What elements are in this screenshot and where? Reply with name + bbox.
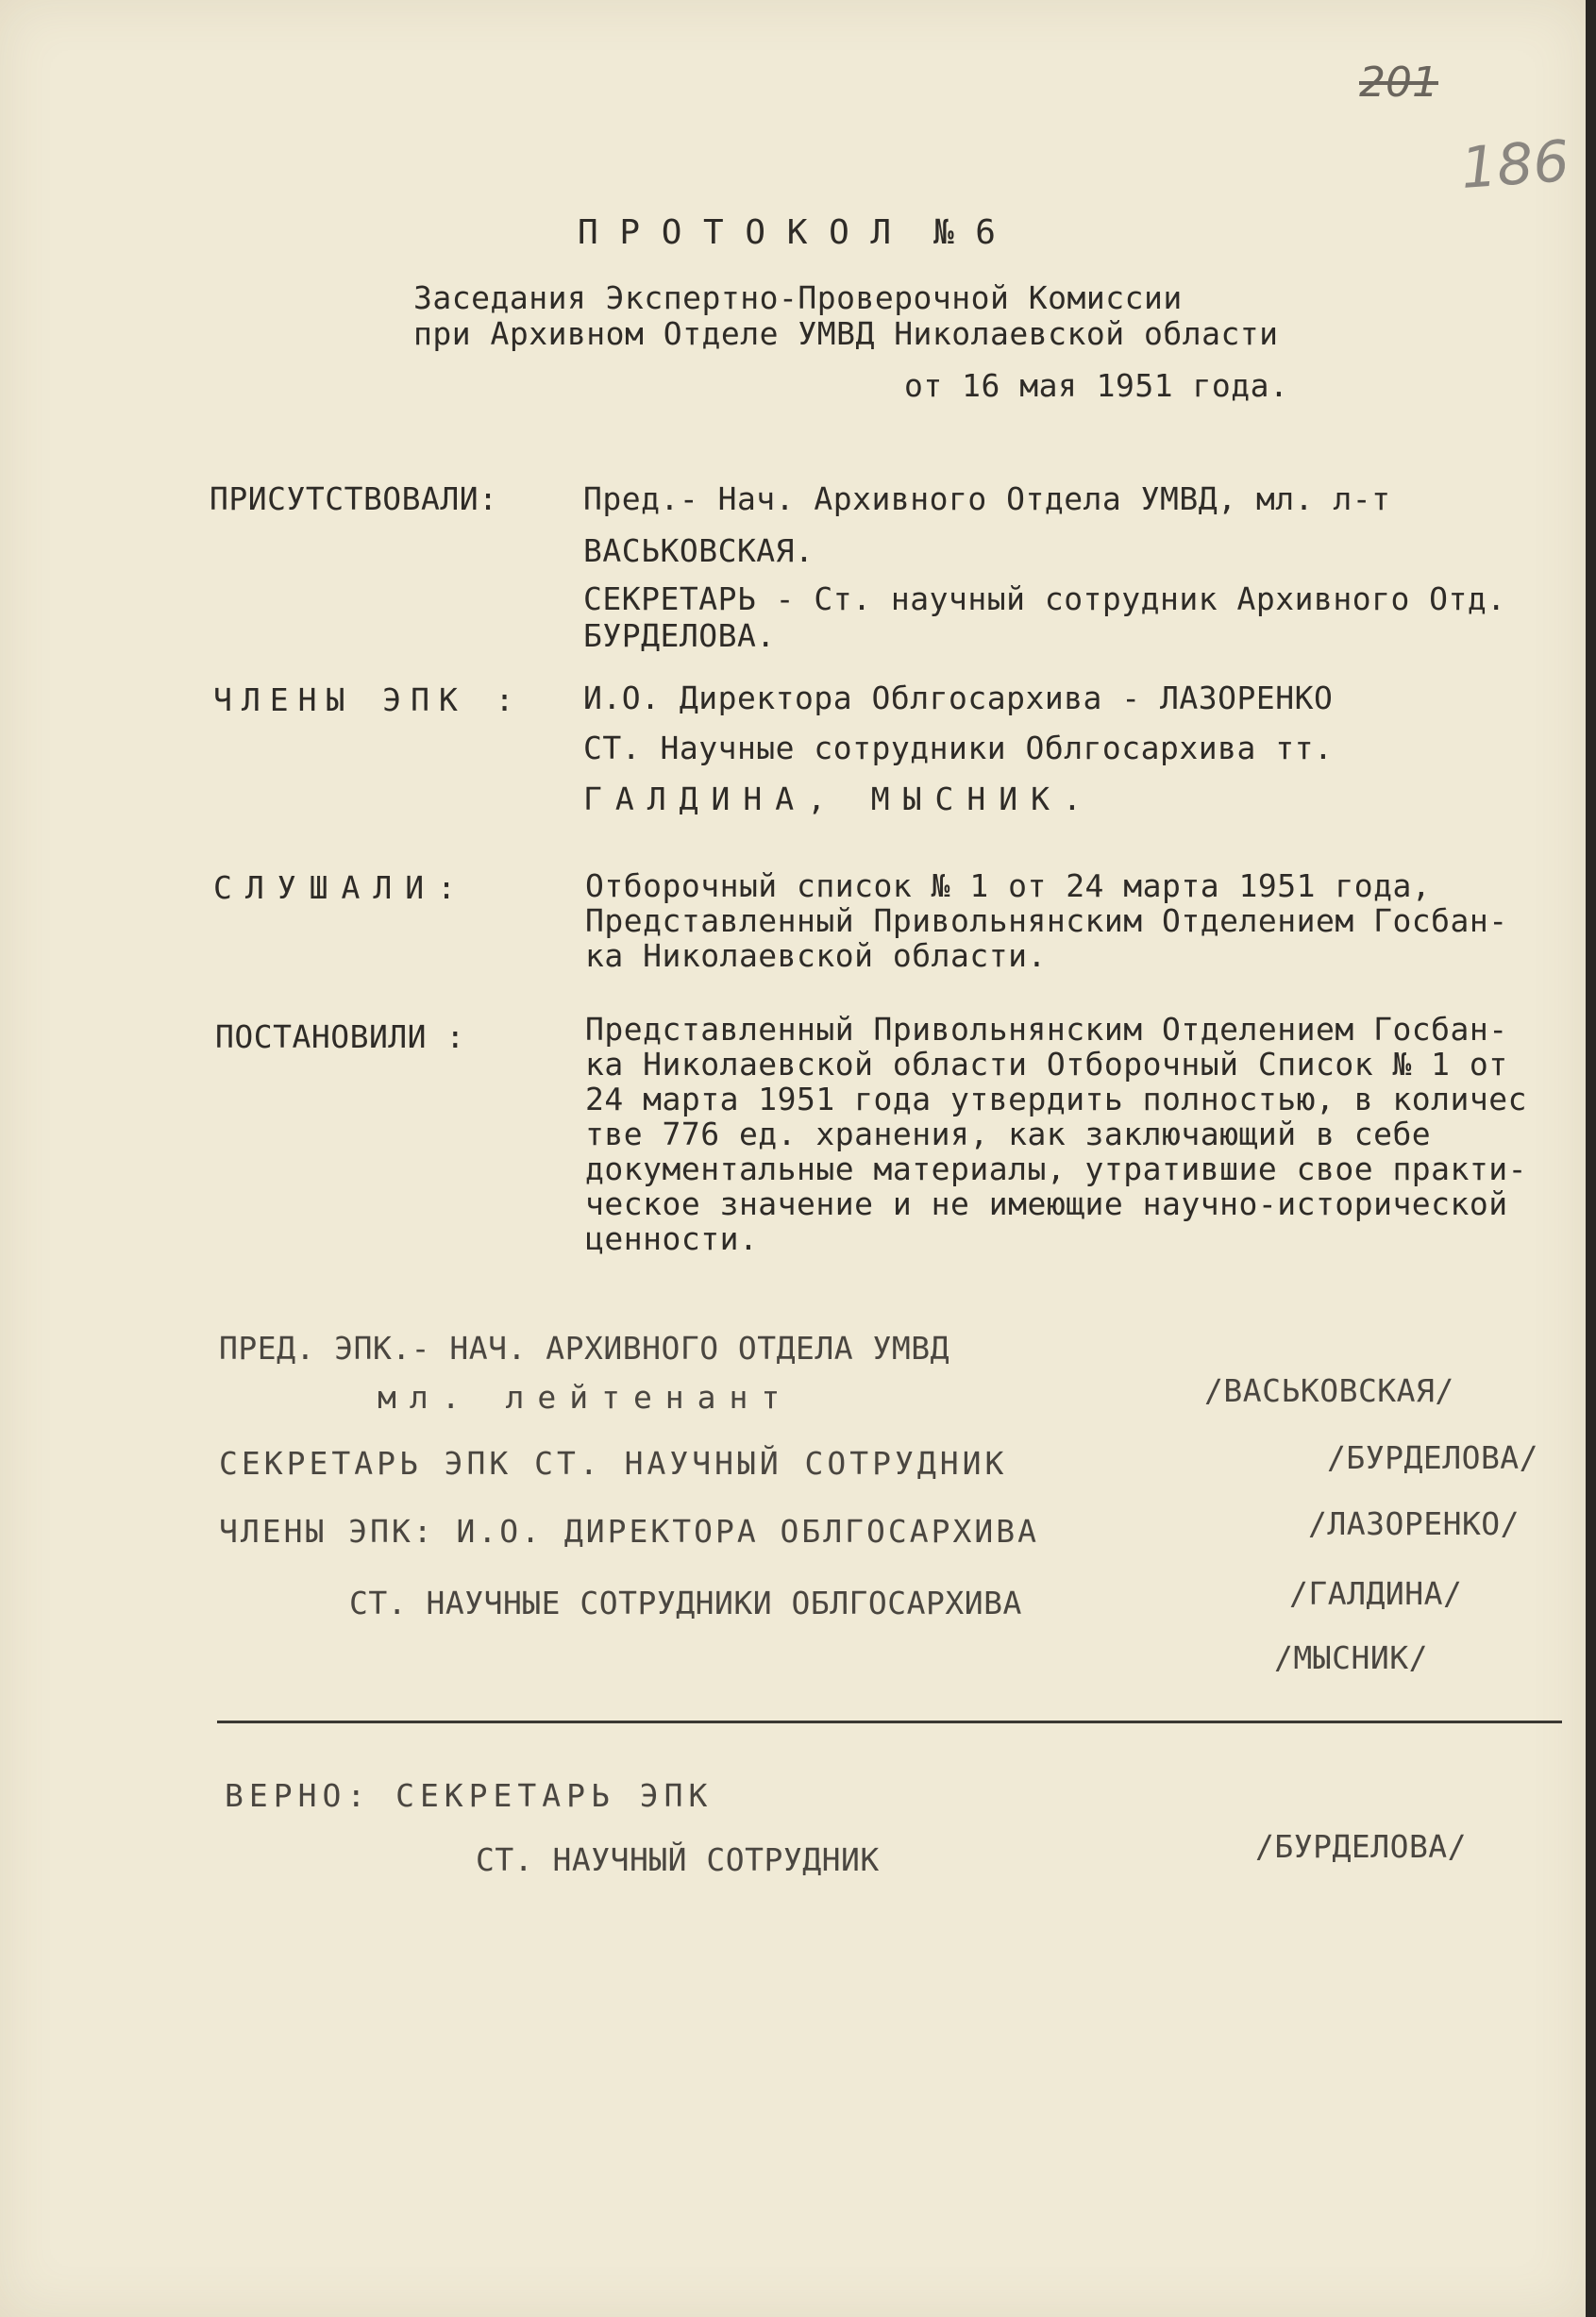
resolved-line5: документальные материалы, утратившие свое практи- — [585, 1150, 1528, 1187]
resolved-line7: ценности. — [585, 1220, 759, 1257]
secretary-role: СЕКРЕТАРЬ ЭПК СТ. НАУЧНЫЙ СОТРУДНИК — [219, 1445, 1008, 1482]
resolved-line3: 24 марта 1951 года утвердить полностью, в количес — [585, 1081, 1528, 1117]
heard-line2: Представленный Привольнянским Отделением Госбан- — [585, 902, 1508, 939]
heard-line1: Отборочный список № 1 от 24 марта 1951 года, — [585, 867, 1432, 904]
struck-page-number: 201 — [1359, 59, 1438, 107]
heard-line3: ка Николаевской области. — [585, 937, 1047, 974]
page-edge-shadow — [1586, 0, 1596, 2317]
certified-role: СТ. НАУЧНЫЙ СОТРУДНИК — [476, 1841, 880, 1878]
certified-label: ВЕРНО: СЕКРЕТАРЬ ЭПК — [225, 1777, 714, 1814]
present-line2: ВАСЬКОВСКАЯ. — [583, 532, 815, 569]
members-line1: И.О. Директора Облгосархива - ЛАЗОРЕНКО — [583, 680, 1334, 716]
present-line3: СЕКРЕТАРЬ - Ст. научный сотрудник Архивного Отд. — [583, 580, 1506, 617]
resolved-line4: тве 776 ед. хранения, как заключающий в себе — [585, 1116, 1432, 1152]
separator-line — [217, 1721, 1562, 1723]
protocol-title: П Р О Т О К О Л № 6 — [578, 213, 997, 252]
members-signature-name: /ЛАЗОРЕНКО/ — [1308, 1505, 1520, 1542]
members-label: ЧЛЕНЫ ЭПК : — [213, 681, 524, 718]
protocol-subtitle-line1: Заседания Экспертно-Проверочной Комиссии — [413, 279, 1183, 316]
staff-signature-name1: /ГАЛДИНА/ — [1289, 1575, 1463, 1612]
chair-role-line2: мл. лейтенант — [378, 1379, 794, 1416]
certified-name: /БУРДЕЛОВА/ — [1255, 1828, 1468, 1865]
resolved-line1: Представленный Привольнянским Отделением Госбан- — [585, 1011, 1508, 1048]
staff-signature-role: СТ. НАУЧНЫЕ СОТРУДНИКИ ОБЛГОСАРХИВА — [349, 1585, 1022, 1621]
protocol-subtitle-line2: при Архивном Отделе УМВД Николаевской области — [413, 315, 1279, 352]
staff-signature-name2: /МЫСНИК/ — [1274, 1639, 1428, 1676]
members-line2: СТ. Научные сотрудники Облгосархива тт. — [583, 730, 1334, 766]
present-label: ПРИСУТСТВОВАЛИ: — [210, 480, 498, 517]
protocol-date: от 16 мая 1951 года. — [904, 367, 1289, 404]
heard-label: СЛУШАЛИ: — [213, 869, 469, 906]
chair-signature-name: /ВАСЬКОВСКАЯ/ — [1204, 1372, 1454, 1409]
members-line3: ГАЛДИНА, МЫСНИК. — [583, 781, 1095, 817]
present-line4: БУРДЕЛОВА. — [583, 617, 776, 654]
resolved-label: ПОСТАНОВИЛИ : — [215, 1018, 465, 1055]
resolved-line6: ческое значение и не имеющие научно-исторической — [585, 1185, 1508, 1222]
handwritten-page-number: 186 — [1458, 128, 1571, 202]
members-signature-role: ЧЛЕНЫ ЭПК: И.О. ДИРЕКТОРА ОБЛГОСАРХИВА — [219, 1513, 1039, 1550]
present-line1: Пред.- Нач. Архивного Отдела УМВД, мл. л-т — [583, 480, 1391, 517]
secretary-signature-name: /БУРДЕЛОВА/ — [1327, 1439, 1539, 1476]
resolved-line2: ка Николаевской области Отборочный Список № 1 от — [585, 1046, 1508, 1083]
chair-role-line1: ПРЕД. ЭПК.- НАЧ. АРХИВНОГО ОТДЕЛА УМВД — [219, 1330, 949, 1367]
